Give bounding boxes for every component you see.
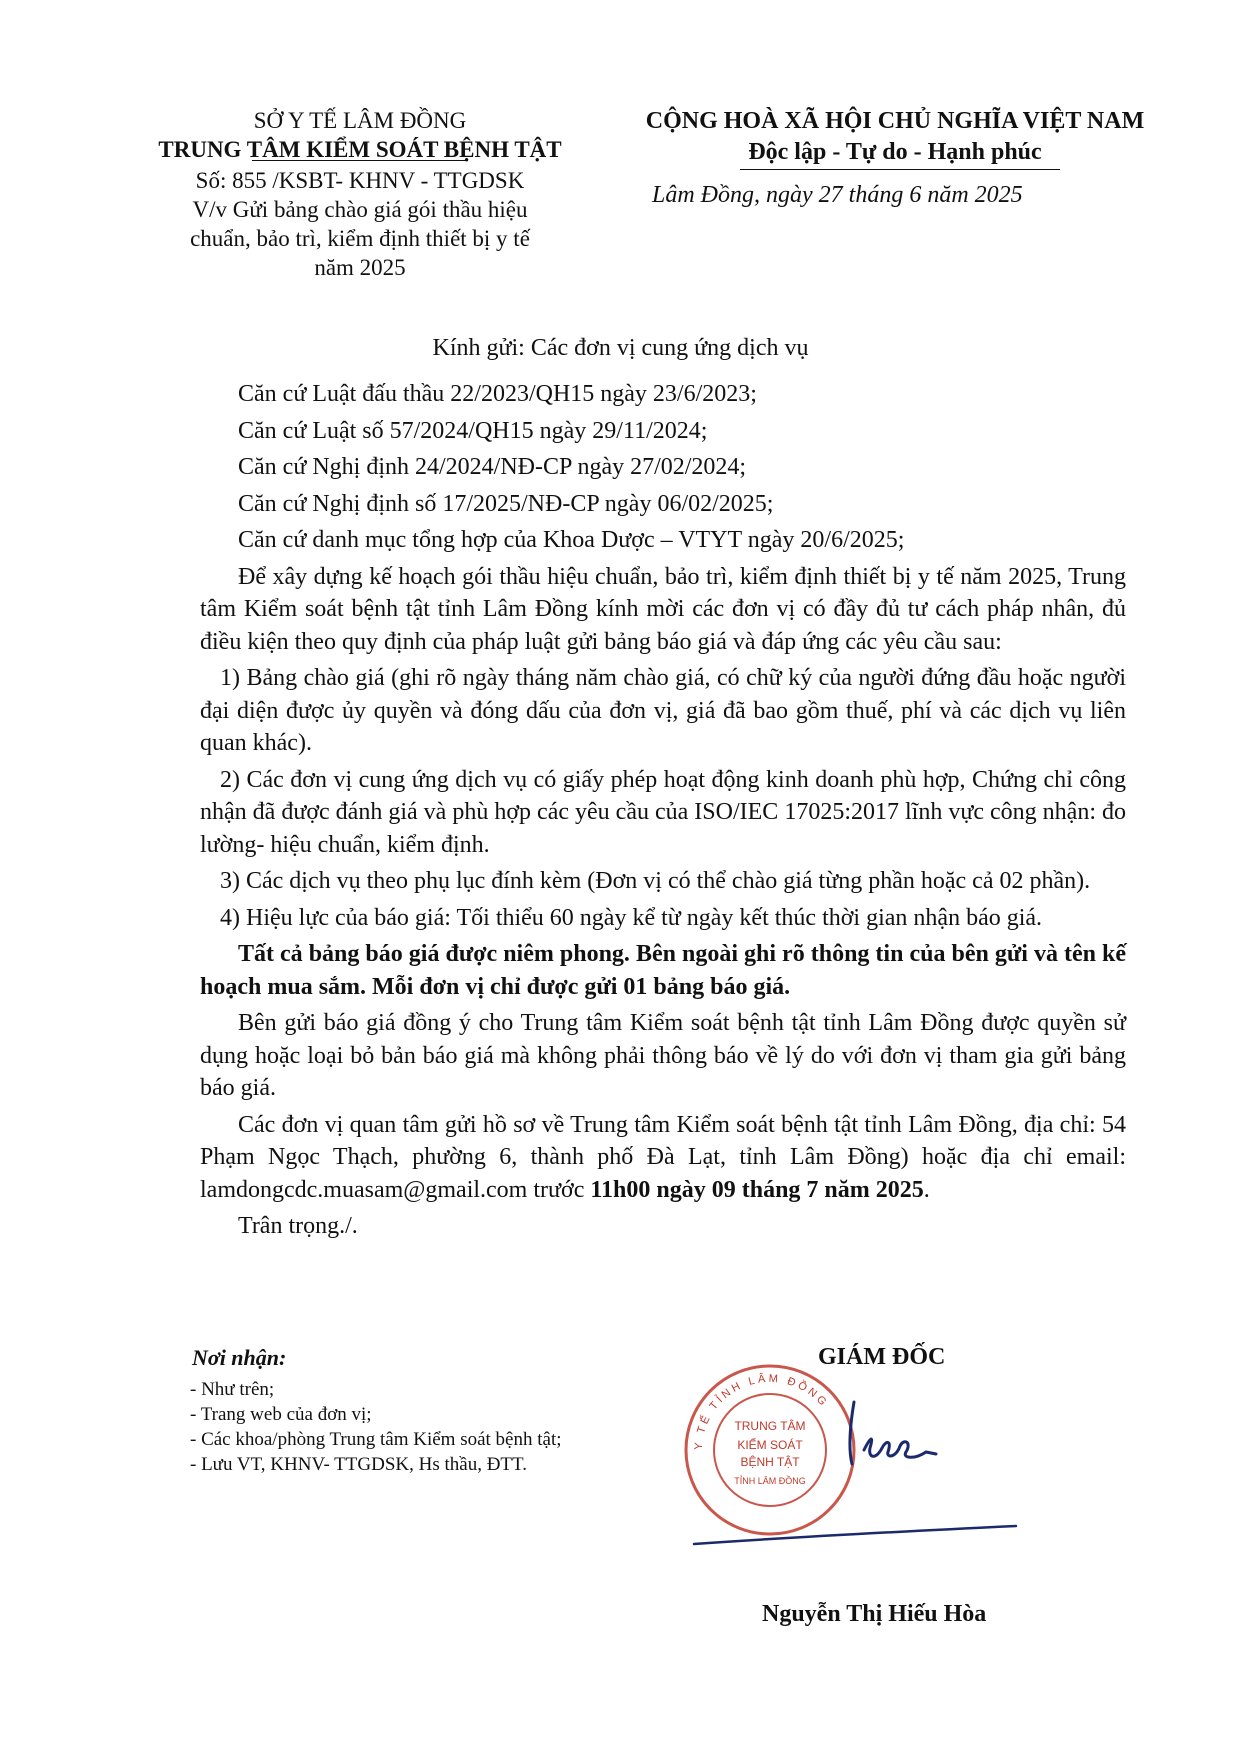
national-header [635, 106, 1155, 168]
signature [840, 1388, 960, 1478]
signer-title: GIÁM ĐỐC [818, 1344, 946, 1370]
submission-text: Các đơn vị quan tâm gửi hồ sơ về Trung tâm Kiểm soát bệnh tật tỉnh Lâm Đồng, địa chỉ: 54 Phạm Ngọc Thạch, phường 6, thành phố Đà Lạt, tỉnh Lâm Đồng) hoặc địa chỉ email: lamdongcdc.muasam@gmail.com trước [200, 1111, 1126, 1203]
organization-name: TRUNG TÂM KIỂM SOÁT BỆNH TẬT [158, 137, 562, 162]
issuer-underline [252, 160, 468, 161]
signer-name: Nguyễn Thị Hiếu Hòa [762, 1601, 987, 1627]
seal-notice: Tất cả bảng báo giá được niêm phong. Bên ngoài ghi rõ thông tin của bên gửi và tên kế hoạch mua sắm. Mỗi đơn vị chỉ được gửi 01 bảng báo giá. [200, 941, 1126, 1000]
motto-underline [740, 169, 1060, 170]
subject-line-2: chuẩn, bảo trì, kiểm định thiết bị y tế [190, 226, 530, 251]
legal-basis-5: Căn cứ danh mục tổng hợp của Khoa Dược – VTYT ngày 20/6/2025; [238, 527, 905, 553]
legal-basis-1: Căn cứ Luật đấu thầu 22/2023/QH15 ngày 23/6/2023; [238, 381, 757, 407]
recipient-item: - Như trên; [190, 1379, 275, 1400]
department-name: SỞ Y TẾ LÂM ĐỒNG [253, 108, 467, 133]
seal-ring-text: Y TẾ TỈNH LÂM ĐỒNG [692, 1372, 831, 1451]
closing: Trân trọng./. [238, 1213, 358, 1239]
letter-body [200, 378, 1126, 1243]
motto: Độc lập - Tự do - Hạnh phúc [748, 139, 1042, 165]
requirement-1: 1) Bảng chào giá (ghi rõ ngày tháng năm chào giá, có chữ ký của người đứng đầu hoặc người đại diện được ủy quyền và đóng dấu của đơn vị, giá đã bao gồm thuế, phí và các dịch vụ liên quan khác). [200, 665, 1126, 756]
subject-line-1: V/v Gửi bảng chào giá gói thầu hiệu [192, 197, 528, 222]
recipient-item: - Các khoa/phòng Trung tâm Kiểm soát bệnh tật; [190, 1429, 562, 1450]
seal-line-1: TRUNG TÂM [734, 1419, 806, 1433]
signature-flourish [690, 1520, 1020, 1550]
legal-basis-3: Căn cứ Nghị định 24/2024/NĐ-CP ngày 27/02/2024; [238, 454, 747, 480]
requirement-3: 3) Các dịch vụ theo phụ lục đính kèm (Đơn vị có thể chào giá từng phần hoặc cả 02 phần). [220, 868, 1091, 894]
submission-deadline: 11h00 ngày 09 tháng 7 năm 2025 [590, 1176, 924, 1203]
recipients-title: Nơi nhận: [192, 1345, 287, 1370]
country-name: CỘNG HOÀ XÃ HỘI CHỦ NGHĨA VIỆT NAM [645, 108, 1145, 134]
seal-line-4: TỈNH LÂM ĐỒNG [734, 1476, 806, 1486]
seal-line-2: KIỂM SOÁT [737, 1438, 803, 1452]
consent-paragraph: Bên gửi báo giá đồng ý cho Trung tâm Kiểm soát bệnh tật tỉnh Lâm Đồng được quyền sử dụng hoặc loại bỏ bản báo giá mà không phải thông báo về lý do với đơn vị tham gia gửi bảng báo giá. [200, 1010, 1126, 1101]
submission-paragraph [200, 1109, 1126, 1207]
subject-line-3: năm 2025 [314, 255, 406, 280]
recipient-item: - Lưu VT, KHNV- TTGDSK, Hs thầu, ĐTT. [190, 1454, 527, 1475]
issuer-block [130, 106, 590, 282]
recipients-list [190, 1377, 562, 1477]
intro-paragraph: Để xây dựng kế hoạch gói thầu hiệu chuẩn, bảo trì, kiểm định thiết bị y tế năm 2025, Trung tâm Kiểm soát bệnh tật tỉnh Lâm Đồng kính mời các đơn vị có đầy đủ tư cách pháp nhân, đủ điều kiện theo quy định của pháp luật gửi bảng báo giá và đáp ứng các yêu cầu sau: [200, 563, 1126, 655]
official-seal [680, 1360, 860, 1540]
legal-basis-2: Căn cứ Luật số 57/2024/QH15 ngày 29/11/2024; [238, 417, 708, 444]
seal-line-3: BỆNH TẬT [740, 1455, 800, 1469]
issue-date: Lâm Đồng, ngày 27 tháng 6 năm 2025 [652, 182, 1023, 208]
recipient-item: - Trang web của đơn vị; [190, 1404, 372, 1425]
legal-basis-4: Căn cứ Nghị định số 17/2025/NĐ-CP ngày 06/02/2025; [238, 490, 774, 517]
requirement-2: 2) Các đơn vị cung ứng dịch vụ có giấy phép hoạt động kinh doanh phù hợp, Chứng chỉ công nhận đã được đánh giá và phù hợp các yêu cầu của ISO/IEC 17025:2017 lĩnh vực công nhận: đo lường- hiệu chuẩn, kiểm định. [200, 766, 1126, 858]
submission-end: . [923, 1176, 930, 1203]
requirement-4: 4) Hiệu lực của báo giá: Tối thiểu 60 ngày kể từ ngày kết thúc thời gian nhận báo giá. [220, 904, 1043, 931]
document-number: Số: 855 /KSBT- KHNV - TTGDSK [195, 168, 525, 193]
recipient-line: Kính gửi: Các đơn vị cung ứng dịch vụ [432, 335, 809, 361]
